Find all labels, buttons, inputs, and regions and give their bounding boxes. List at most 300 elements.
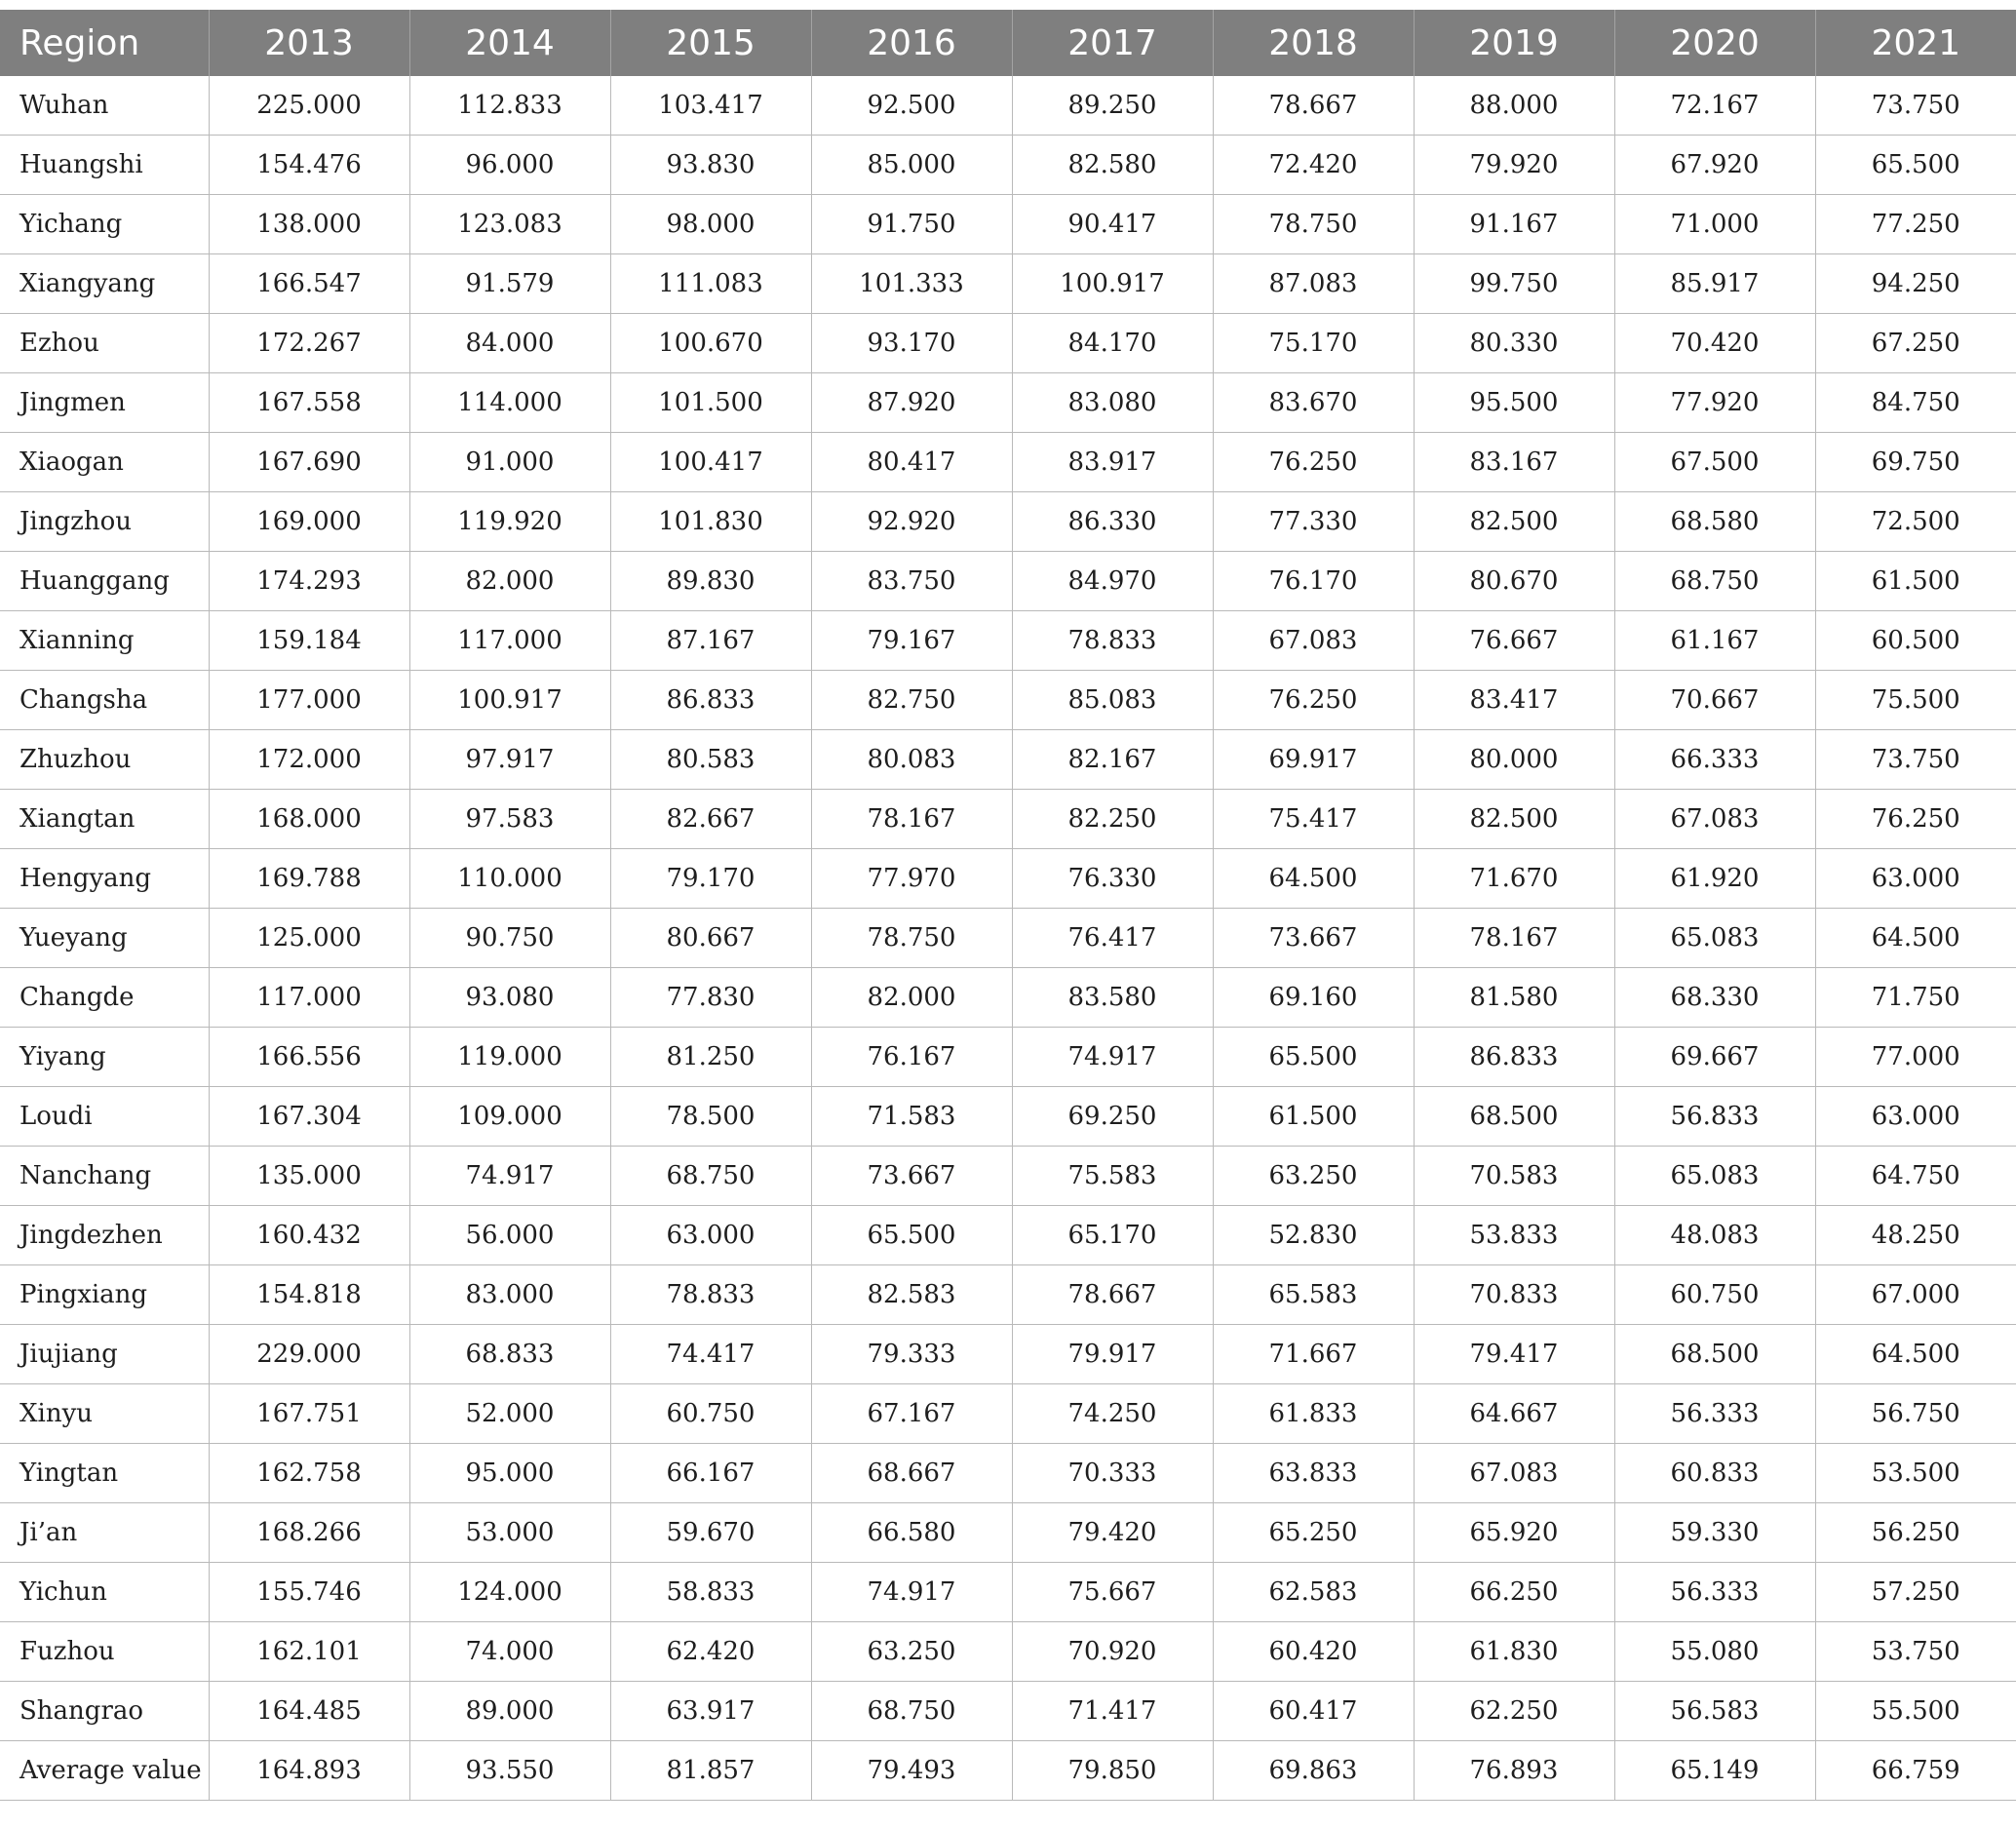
value-cell: 72.420 bbox=[1213, 136, 1414, 195]
value-cell: 69.750 bbox=[1815, 433, 2016, 492]
column-header-year: 2017 bbox=[1012, 10, 1213, 76]
table-row bbox=[0, 1206, 2016, 1265]
value-cell: 63.250 bbox=[1213, 1147, 1414, 1206]
table-row bbox=[0, 136, 2016, 195]
value-cell: 78.750 bbox=[1213, 195, 1414, 254]
value-cell: 83.580 bbox=[1012, 968, 1213, 1028]
value-cell: 82.667 bbox=[610, 790, 811, 849]
value-cell: 101.830 bbox=[610, 492, 811, 552]
value-cell: 83.750 bbox=[811, 552, 1012, 611]
value-cell: 124.000 bbox=[409, 1563, 610, 1622]
value-cell: 70.833 bbox=[1414, 1265, 1614, 1325]
value-cell: 76.330 bbox=[1012, 849, 1213, 909]
value-cell: 80.670 bbox=[1414, 552, 1614, 611]
value-cell: 91.579 bbox=[409, 254, 610, 314]
value-cell: 69.863 bbox=[1213, 1741, 1414, 1801]
value-cell: 55.500 bbox=[1815, 1682, 2016, 1741]
value-cell: 82.500 bbox=[1414, 492, 1614, 552]
value-cell: 89.000 bbox=[409, 1682, 610, 1741]
value-cell: 91.750 bbox=[811, 195, 1012, 254]
value-cell: 117.000 bbox=[409, 611, 610, 671]
value-cell: 166.547 bbox=[209, 254, 409, 314]
value-cell: 80.417 bbox=[811, 433, 1012, 492]
value-cell: 225.000 bbox=[209, 76, 409, 136]
value-cell: 67.920 bbox=[1614, 136, 1815, 195]
value-cell: 167.304 bbox=[209, 1087, 409, 1147]
value-cell: 65.170 bbox=[1012, 1206, 1213, 1265]
value-cell: 65.500 bbox=[1815, 136, 2016, 195]
value-cell: 76.250 bbox=[1213, 671, 1414, 730]
value-cell: 84.750 bbox=[1815, 373, 2016, 433]
value-cell: 70.420 bbox=[1614, 314, 1815, 373]
value-cell: 56.333 bbox=[1614, 1563, 1815, 1622]
table-row bbox=[0, 1265, 2016, 1325]
column-header-year: 2019 bbox=[1414, 10, 1614, 76]
value-cell: 100.917 bbox=[409, 671, 610, 730]
value-cell: 89.830 bbox=[610, 552, 811, 611]
value-cell: 68.580 bbox=[1614, 492, 1815, 552]
value-cell: 69.250 bbox=[1012, 1087, 1213, 1147]
value-cell: 73.667 bbox=[811, 1147, 1012, 1206]
region-cell: Zhuzhou bbox=[0, 730, 209, 790]
value-cell: 48.250 bbox=[1815, 1206, 2016, 1265]
value-cell: 78.167 bbox=[1414, 909, 1614, 968]
value-cell: 177.000 bbox=[209, 671, 409, 730]
data-table-container bbox=[0, 10, 2016, 1801]
table-row bbox=[0, 1147, 2016, 1206]
value-cell: 79.850 bbox=[1012, 1741, 1213, 1801]
column-header-year: 2018 bbox=[1213, 10, 1414, 76]
value-cell: 70.667 bbox=[1614, 671, 1815, 730]
table-row bbox=[0, 611, 2016, 671]
value-cell: 79.170 bbox=[610, 849, 811, 909]
value-cell: 76.250 bbox=[1815, 790, 2016, 849]
value-cell: 61.830 bbox=[1414, 1622, 1614, 1682]
region-cell: Jiujiang bbox=[0, 1325, 209, 1384]
value-cell: 79.420 bbox=[1012, 1503, 1213, 1563]
value-cell: 75.170 bbox=[1213, 314, 1414, 373]
value-cell: 98.000 bbox=[610, 195, 811, 254]
value-cell: 85.083 bbox=[1012, 671, 1213, 730]
value-cell: 76.250 bbox=[1213, 433, 1414, 492]
value-cell: 100.917 bbox=[1012, 254, 1213, 314]
value-cell: 74.917 bbox=[811, 1563, 1012, 1622]
region-cell: Yiyang bbox=[0, 1028, 209, 1087]
value-cell: 103.417 bbox=[610, 76, 811, 136]
table-row bbox=[0, 1028, 2016, 1087]
value-cell: 99.750 bbox=[1414, 254, 1614, 314]
value-cell: 135.000 bbox=[209, 1147, 409, 1206]
value-cell: 162.758 bbox=[209, 1444, 409, 1503]
table-row bbox=[0, 1682, 2016, 1741]
value-cell: 77.250 bbox=[1815, 195, 2016, 254]
value-cell: 56.583 bbox=[1614, 1682, 1815, 1741]
data-table bbox=[0, 10, 2016, 1801]
value-cell: 168.266 bbox=[209, 1503, 409, 1563]
table-row bbox=[0, 1563, 2016, 1622]
value-cell: 82.500 bbox=[1414, 790, 1614, 849]
table-row bbox=[0, 730, 2016, 790]
value-cell: 111.083 bbox=[610, 254, 811, 314]
table-row bbox=[0, 968, 2016, 1028]
value-cell: 65.920 bbox=[1414, 1503, 1614, 1563]
table-row bbox=[0, 849, 2016, 909]
value-cell: 68.667 bbox=[811, 1444, 1012, 1503]
value-cell: 174.293 bbox=[209, 552, 409, 611]
column-header-year: 2016 bbox=[811, 10, 1012, 76]
value-cell: 63.917 bbox=[610, 1682, 811, 1741]
value-cell: 73.750 bbox=[1815, 730, 2016, 790]
value-cell: 94.250 bbox=[1815, 254, 2016, 314]
value-cell: 123.083 bbox=[409, 195, 610, 254]
table-row bbox=[0, 1087, 2016, 1147]
value-cell: 74.250 bbox=[1012, 1384, 1213, 1444]
value-cell: 48.083 bbox=[1614, 1206, 1815, 1265]
value-cell: 63.000 bbox=[1815, 849, 2016, 909]
value-cell: 63.250 bbox=[811, 1622, 1012, 1682]
value-cell: 67.083 bbox=[1213, 611, 1414, 671]
value-cell: 68.500 bbox=[1414, 1087, 1614, 1147]
region-cell: Yingtan bbox=[0, 1444, 209, 1503]
value-cell: 92.500 bbox=[811, 76, 1012, 136]
value-cell: 74.417 bbox=[610, 1325, 811, 1384]
value-cell: 117.000 bbox=[209, 968, 409, 1028]
value-cell: 56.250 bbox=[1815, 1503, 2016, 1563]
value-cell: 68.750 bbox=[1614, 552, 1815, 611]
value-cell: 93.080 bbox=[409, 968, 610, 1028]
region-cell: Shangrao bbox=[0, 1682, 209, 1741]
value-cell: 65.500 bbox=[1213, 1028, 1414, 1087]
value-cell: 79.920 bbox=[1414, 136, 1614, 195]
value-cell: 67.083 bbox=[1414, 1444, 1614, 1503]
value-cell: 85.917 bbox=[1614, 254, 1815, 314]
value-cell: 83.417 bbox=[1414, 671, 1614, 730]
value-cell: 162.101 bbox=[209, 1622, 409, 1682]
value-cell: 97.583 bbox=[409, 790, 610, 849]
value-cell: 71.667 bbox=[1213, 1325, 1414, 1384]
table-row bbox=[0, 1325, 2016, 1384]
value-cell: 65.083 bbox=[1614, 909, 1815, 968]
value-cell: 78.833 bbox=[610, 1265, 811, 1325]
value-cell: 66.759 bbox=[1815, 1741, 2016, 1801]
table-row bbox=[0, 433, 2016, 492]
region-cell: Jingdezhen bbox=[0, 1206, 209, 1265]
value-cell: 77.830 bbox=[610, 968, 811, 1028]
value-cell: 154.476 bbox=[209, 136, 409, 195]
table-row bbox=[0, 790, 2016, 849]
region-cell: Hengyang bbox=[0, 849, 209, 909]
value-cell: 69.917 bbox=[1213, 730, 1414, 790]
value-cell: 89.250 bbox=[1012, 76, 1213, 136]
value-cell: 67.000 bbox=[1815, 1265, 2016, 1325]
value-cell: 74.917 bbox=[1012, 1028, 1213, 1087]
region-cell: Huanggang bbox=[0, 552, 209, 611]
region-cell: Jingmen bbox=[0, 373, 209, 433]
value-cell: 70.333 bbox=[1012, 1444, 1213, 1503]
value-cell: 82.583 bbox=[811, 1265, 1012, 1325]
value-cell: 64.500 bbox=[1815, 1325, 2016, 1384]
value-cell: 67.167 bbox=[811, 1384, 1012, 1444]
value-cell: 55.080 bbox=[1614, 1622, 1815, 1682]
value-cell: 169.000 bbox=[209, 492, 409, 552]
value-cell: 86.833 bbox=[1414, 1028, 1614, 1087]
value-cell: 83.917 bbox=[1012, 433, 1213, 492]
value-cell: 91.167 bbox=[1414, 195, 1614, 254]
region-cell: Changsha bbox=[0, 671, 209, 730]
value-cell: 83.080 bbox=[1012, 373, 1213, 433]
value-cell: 65.583 bbox=[1213, 1265, 1414, 1325]
column-header-region: Region bbox=[0, 10, 209, 76]
value-cell: 80.583 bbox=[610, 730, 811, 790]
value-cell: 79.917 bbox=[1012, 1325, 1213, 1384]
value-cell: 60.833 bbox=[1614, 1444, 1815, 1503]
column-header-year: 2021 bbox=[1815, 10, 2016, 76]
value-cell: 86.330 bbox=[1012, 492, 1213, 552]
value-cell: 167.751 bbox=[209, 1384, 409, 1444]
value-cell: 109.000 bbox=[409, 1087, 610, 1147]
value-cell: 70.583 bbox=[1414, 1147, 1614, 1206]
value-cell: 82.750 bbox=[811, 671, 1012, 730]
region-cell: Ji’an bbox=[0, 1503, 209, 1563]
value-cell: 65.250 bbox=[1213, 1503, 1414, 1563]
region-cell: Yichun bbox=[0, 1563, 209, 1622]
value-cell: 86.833 bbox=[610, 671, 811, 730]
value-cell: 110.000 bbox=[409, 849, 610, 909]
table-row bbox=[0, 909, 2016, 968]
value-cell: 72.500 bbox=[1815, 492, 2016, 552]
value-cell: 61.920 bbox=[1614, 849, 1815, 909]
value-cell: 79.493 bbox=[811, 1741, 1012, 1801]
value-cell: 160.432 bbox=[209, 1206, 409, 1265]
value-cell: 81.580 bbox=[1414, 968, 1614, 1028]
region-cell: Xianning bbox=[0, 611, 209, 671]
table-row bbox=[0, 76, 2016, 136]
value-cell: 82.000 bbox=[811, 968, 1012, 1028]
table-row bbox=[0, 314, 2016, 373]
value-cell: 65.500 bbox=[811, 1206, 1012, 1265]
value-cell: 80.000 bbox=[1414, 730, 1614, 790]
value-cell: 56.333 bbox=[1614, 1384, 1815, 1444]
value-cell: 95.500 bbox=[1414, 373, 1614, 433]
value-cell: 75.500 bbox=[1815, 671, 2016, 730]
value-cell: 168.000 bbox=[209, 790, 409, 849]
region-cell: Xiangtan bbox=[0, 790, 209, 849]
value-cell: 68.330 bbox=[1614, 968, 1815, 1028]
value-cell: 67.250 bbox=[1815, 314, 2016, 373]
value-cell: 67.083 bbox=[1614, 790, 1815, 849]
value-cell: 58.833 bbox=[610, 1563, 811, 1622]
value-cell: 68.833 bbox=[409, 1325, 610, 1384]
region-cell: Average value bbox=[0, 1741, 209, 1801]
value-cell: 61.500 bbox=[1815, 552, 2016, 611]
value-cell: 63.833 bbox=[1213, 1444, 1414, 1503]
table-row bbox=[0, 1622, 2016, 1682]
table-row bbox=[0, 195, 2016, 254]
value-cell: 76.893 bbox=[1414, 1741, 1614, 1801]
value-cell: 93.170 bbox=[811, 314, 1012, 373]
table-row bbox=[0, 1444, 2016, 1503]
value-cell: 71.417 bbox=[1012, 1682, 1213, 1741]
value-cell: 76.417 bbox=[1012, 909, 1213, 968]
value-cell: 66.333 bbox=[1614, 730, 1815, 790]
value-cell: 82.167 bbox=[1012, 730, 1213, 790]
table-row bbox=[0, 1741, 2016, 1801]
value-cell: 76.667 bbox=[1414, 611, 1614, 671]
value-cell: 92.920 bbox=[811, 492, 1012, 552]
value-cell: 83.167 bbox=[1414, 433, 1614, 492]
value-cell: 155.746 bbox=[209, 1563, 409, 1622]
value-cell: 62.583 bbox=[1213, 1563, 1414, 1622]
value-cell: 90.750 bbox=[409, 909, 610, 968]
value-cell: 138.000 bbox=[209, 195, 409, 254]
value-cell: 63.000 bbox=[610, 1206, 811, 1265]
value-cell: 91.000 bbox=[409, 433, 610, 492]
value-cell: 164.893 bbox=[209, 1741, 409, 1801]
value-cell: 77.000 bbox=[1815, 1028, 2016, 1087]
value-cell: 71.750 bbox=[1815, 968, 2016, 1028]
table-row bbox=[0, 671, 2016, 730]
value-cell: 84.000 bbox=[409, 314, 610, 373]
value-cell: 56.000 bbox=[409, 1206, 610, 1265]
value-cell: 172.267 bbox=[209, 314, 409, 373]
value-cell: 52.000 bbox=[409, 1384, 610, 1444]
value-cell: 61.833 bbox=[1213, 1384, 1414, 1444]
value-cell: 60.500 bbox=[1815, 611, 2016, 671]
value-cell: 75.417 bbox=[1213, 790, 1414, 849]
value-cell: 52.830 bbox=[1213, 1206, 1414, 1265]
value-cell: 71.583 bbox=[811, 1087, 1012, 1147]
region-cell: Jingzhou bbox=[0, 492, 209, 552]
value-cell: 74.000 bbox=[409, 1622, 610, 1682]
region-cell: Loudi bbox=[0, 1087, 209, 1147]
value-cell: 82.580 bbox=[1012, 136, 1213, 195]
value-cell: 79.333 bbox=[811, 1325, 1012, 1384]
value-cell: 60.750 bbox=[1614, 1265, 1815, 1325]
value-cell: 159.184 bbox=[209, 611, 409, 671]
value-cell: 66.167 bbox=[610, 1444, 811, 1503]
value-cell: 60.750 bbox=[610, 1384, 811, 1444]
region-cell: Yueyang bbox=[0, 909, 209, 968]
region-cell: Xiangyang bbox=[0, 254, 209, 314]
value-cell: 90.417 bbox=[1012, 195, 1213, 254]
value-cell: 80.330 bbox=[1414, 314, 1614, 373]
value-cell: 82.000 bbox=[409, 552, 610, 611]
region-cell: Xiaogan bbox=[0, 433, 209, 492]
value-cell: 59.670 bbox=[610, 1503, 811, 1563]
value-cell: 53.833 bbox=[1414, 1206, 1614, 1265]
value-cell: 73.750 bbox=[1815, 76, 2016, 136]
table-row bbox=[0, 254, 2016, 314]
value-cell: 71.000 bbox=[1614, 195, 1815, 254]
table-header bbox=[0, 10, 2016, 76]
value-cell: 78.667 bbox=[1213, 76, 1414, 136]
region-cell: Yichang bbox=[0, 195, 209, 254]
value-cell: 76.167 bbox=[811, 1028, 1012, 1087]
value-cell: 80.083 bbox=[811, 730, 1012, 790]
column-header-year: 2015 bbox=[610, 10, 811, 76]
value-cell: 87.083 bbox=[1213, 254, 1414, 314]
value-cell: 78.167 bbox=[811, 790, 1012, 849]
value-cell: 154.818 bbox=[209, 1265, 409, 1325]
region-cell: Fuzhou bbox=[0, 1622, 209, 1682]
column-header-year: 2014 bbox=[409, 10, 610, 76]
value-cell: 77.970 bbox=[811, 849, 1012, 909]
value-cell: 66.580 bbox=[811, 1503, 1012, 1563]
value-cell: 84.970 bbox=[1012, 552, 1213, 611]
value-cell: 65.083 bbox=[1614, 1147, 1815, 1206]
column-header-year: 2013 bbox=[209, 10, 409, 76]
value-cell: 53.500 bbox=[1815, 1444, 2016, 1503]
table-row bbox=[0, 492, 2016, 552]
value-cell: 69.667 bbox=[1614, 1028, 1815, 1087]
region-cell: Nanchang bbox=[0, 1147, 209, 1206]
value-cell: 75.667 bbox=[1012, 1563, 1213, 1622]
value-cell: 61.167 bbox=[1614, 611, 1815, 671]
value-cell: 78.500 bbox=[610, 1087, 811, 1147]
value-cell: 229.000 bbox=[209, 1325, 409, 1384]
value-cell: 119.920 bbox=[409, 492, 610, 552]
value-cell: 78.667 bbox=[1012, 1265, 1213, 1325]
value-cell: 60.417 bbox=[1213, 1682, 1414, 1741]
region-cell: Wuhan bbox=[0, 76, 209, 136]
value-cell: 78.833 bbox=[1012, 611, 1213, 671]
value-cell: 53.750 bbox=[1815, 1622, 2016, 1682]
table-row bbox=[0, 552, 2016, 611]
value-cell: 101.500 bbox=[610, 373, 811, 433]
value-cell: 73.667 bbox=[1213, 909, 1414, 968]
value-cell: 95.000 bbox=[409, 1444, 610, 1503]
value-cell: 56.833 bbox=[1614, 1087, 1815, 1147]
value-cell: 83.000 bbox=[409, 1265, 610, 1325]
value-cell: 80.667 bbox=[610, 909, 811, 968]
value-cell: 169.788 bbox=[209, 849, 409, 909]
value-cell: 68.750 bbox=[811, 1682, 1012, 1741]
value-cell: 114.000 bbox=[409, 373, 610, 433]
value-cell: 71.670 bbox=[1414, 849, 1614, 909]
value-cell: 62.420 bbox=[610, 1622, 811, 1682]
value-cell: 87.920 bbox=[811, 373, 1012, 433]
value-cell: 167.690 bbox=[209, 433, 409, 492]
value-cell: 74.917 bbox=[409, 1147, 610, 1206]
value-cell: 75.583 bbox=[1012, 1147, 1213, 1206]
value-cell: 125.000 bbox=[209, 909, 409, 968]
value-cell: 79.417 bbox=[1414, 1325, 1614, 1384]
value-cell: 60.420 bbox=[1213, 1622, 1414, 1682]
value-cell: 76.170 bbox=[1213, 552, 1414, 611]
value-cell: 87.167 bbox=[610, 611, 811, 671]
table-body bbox=[0, 76, 2016, 1801]
value-cell: 101.333 bbox=[811, 254, 1012, 314]
value-cell: 66.250 bbox=[1414, 1563, 1614, 1622]
value-cell: 100.670 bbox=[610, 314, 811, 373]
value-cell: 81.250 bbox=[610, 1028, 811, 1087]
value-cell: 59.330 bbox=[1614, 1503, 1815, 1563]
value-cell: 78.750 bbox=[811, 909, 1012, 968]
region-cell: Changde bbox=[0, 968, 209, 1028]
value-cell: 81.857 bbox=[610, 1741, 811, 1801]
value-cell: 93.550 bbox=[409, 1741, 610, 1801]
table-row bbox=[0, 1384, 2016, 1444]
value-cell: 70.920 bbox=[1012, 1622, 1213, 1682]
value-cell: 53.000 bbox=[409, 1503, 610, 1563]
region-cell: Ezhou bbox=[0, 314, 209, 373]
value-cell: 64.667 bbox=[1414, 1384, 1614, 1444]
value-cell: 62.250 bbox=[1414, 1682, 1614, 1741]
value-cell: 88.000 bbox=[1414, 76, 1614, 136]
value-cell: 61.500 bbox=[1213, 1087, 1414, 1147]
value-cell: 84.170 bbox=[1012, 314, 1213, 373]
value-cell: 97.917 bbox=[409, 730, 610, 790]
